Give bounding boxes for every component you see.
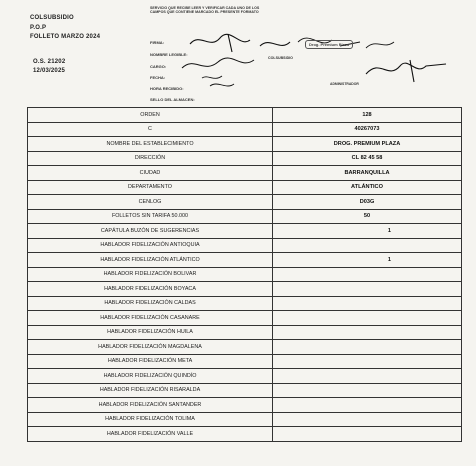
hora-label: HORA RECIBIDO: xyxy=(150,86,184,91)
cargo-label: CARGO: xyxy=(150,64,167,69)
table-row xyxy=(28,282,462,297)
document-date: 12/03/2025 xyxy=(33,68,66,74)
table-row xyxy=(28,267,462,282)
row-value: 40267073 xyxy=(273,122,462,137)
admin-label: ADMINISTRADOR xyxy=(330,82,359,86)
row-label: HABLADOR FIDELIZACIÓN QUINDÍO xyxy=(28,369,273,384)
row-label: C xyxy=(28,122,273,137)
program-name: P.O.P xyxy=(30,25,47,31)
row-value xyxy=(273,267,462,282)
certification-text: SERVICIO QUE RECIBE LEER Y VERIFICAR CADA UNO DE LOS CAMPOS QUE CONTIENE MARCADO EL PRESENTE FORMATO xyxy=(150,6,260,15)
fecha-label: FECHA: xyxy=(150,75,166,80)
row-label: HABLADOR FIDELIZACIÓN BOLIVAR xyxy=(28,267,273,282)
row-label: DEPARTAMENTO xyxy=(28,180,273,195)
row-value xyxy=(273,427,462,442)
row-value xyxy=(273,412,462,427)
table-row xyxy=(28,122,462,137)
table-row xyxy=(28,340,462,355)
row-value: D03G xyxy=(273,195,462,210)
row-value: ATLÁNTICO xyxy=(273,180,462,195)
row-label: FOLLETOS SIN TARIFA 50.000 xyxy=(28,209,273,224)
row-label: DIRECCIÓN xyxy=(28,151,273,166)
table-row xyxy=(28,180,462,195)
table-row xyxy=(28,253,462,268)
row-value xyxy=(273,325,462,340)
table-row xyxy=(28,311,462,326)
row-value xyxy=(273,311,462,326)
row-value xyxy=(273,282,462,297)
row-value: DROG. PREMIUM PLAZA xyxy=(273,137,462,152)
table-row xyxy=(28,224,462,239)
table-row xyxy=(28,398,462,413)
table-row xyxy=(28,209,462,224)
table-row xyxy=(28,166,462,181)
firma-label: FIRMA: xyxy=(150,40,164,45)
row-value: 1 xyxy=(273,253,462,268)
table-row xyxy=(28,369,462,384)
row-value xyxy=(273,354,462,369)
row-label: HABLADOR FIDELIZACIÓN ANTIOQUIA xyxy=(28,238,273,253)
table-row xyxy=(28,195,462,210)
table-row xyxy=(28,238,462,253)
table-row xyxy=(28,383,462,398)
row-label: HABLADOR FIDELIZACIÓN HUILA xyxy=(28,325,273,340)
order-code: O.S. 21202 xyxy=(33,59,66,65)
row-value: 128 xyxy=(273,108,462,123)
row-label: CIUDAD xyxy=(28,166,273,181)
row-label: HABLADOR FIDELIZACIÓN ATLÁNTICO xyxy=(28,253,273,268)
row-value xyxy=(273,369,462,384)
row-label: HABLADOR FIDELIZACIÓN RISARALDA xyxy=(28,383,273,398)
row-label: CENLOG xyxy=(28,195,273,210)
campaign-name: FOLLETO MARZO 2024 xyxy=(30,34,101,40)
row-value xyxy=(273,296,462,311)
row-label: HABLADOR FIDELIZACIÓN SANTANDER xyxy=(28,398,273,413)
nombre-label: NOMBRE LEGIBLE: xyxy=(150,52,188,57)
row-label: NOMBRE DEL ESTABLECIMIENTO xyxy=(28,137,273,152)
row-value xyxy=(273,383,462,398)
table-row xyxy=(28,296,462,311)
stamp-note: COLSUBSIDIO xyxy=(268,56,293,60)
org-name: COLSUBSIDIO xyxy=(30,15,74,21)
table-row xyxy=(28,108,462,123)
row-label: CAPÁTULA BUZÓN DE SUGERENCIAS xyxy=(28,224,273,239)
row-label: HABLADOR FIDELIZACIÓN BOYACA xyxy=(28,282,273,297)
table-row xyxy=(28,151,462,166)
row-value: 50 xyxy=(273,209,462,224)
table-row xyxy=(28,137,462,152)
row-label: HABLADOR FIDELIZACIÓN TOLIMA xyxy=(28,412,273,427)
row-label: HABLADOR FIDELIZACIÓN CASANARE xyxy=(28,311,273,326)
row-value: BARRANQUILLA xyxy=(273,166,462,181)
table-row xyxy=(28,354,462,369)
table-row xyxy=(28,427,462,442)
row-value xyxy=(273,238,462,253)
row-label: HABLADOR FIDELIZACIÓN META xyxy=(28,354,273,369)
sello-label: SELLO DEL ALMACEN: xyxy=(150,97,195,102)
row-value xyxy=(273,398,462,413)
row-label: HABLADOR FIDELIZACIÓN VALLE xyxy=(28,427,273,442)
delivery-table xyxy=(27,107,462,442)
row-label: HABLADOR FIDELIZACIÓN CALDAS xyxy=(28,296,273,311)
row-label: ORDEN xyxy=(28,108,273,123)
row-value: 1 xyxy=(273,224,462,239)
row-value: CL 82 45 58 xyxy=(273,151,462,166)
row-label: HABLADOR FIDELIZACIÓN MAGDALENA xyxy=(28,340,273,355)
table-row xyxy=(28,412,462,427)
store-stamp: Drog. Premium Plaza xyxy=(305,40,353,49)
row-value xyxy=(273,340,462,355)
table-row xyxy=(28,325,462,340)
